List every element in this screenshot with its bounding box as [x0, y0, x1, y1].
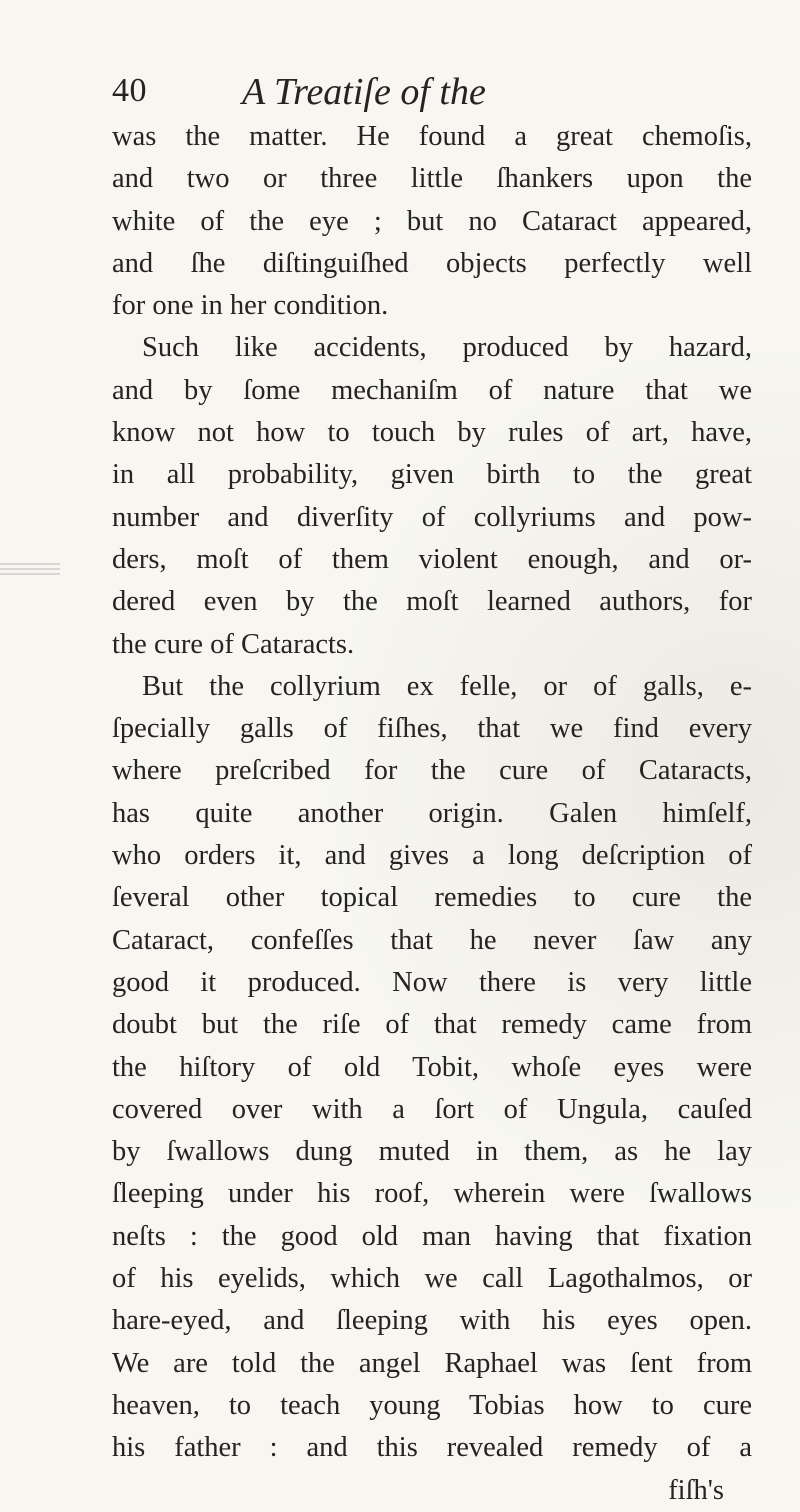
text-line: know not how to touch by rules of art, have, [112, 417, 752, 449]
running-title: A Treatiſe of the [242, 71, 486, 113]
text-line: the hiſtory of old Tobit, whoſe eyes were [112, 1051, 752, 1083]
text-line: in all probability, given birth to the great [112, 459, 752, 491]
text-line: the cure of Cataracts. [112, 628, 355, 660]
text-line: and two or three little ſhankers upon the [112, 163, 752, 195]
text-line: dered even by the moſt learned authors, for [112, 586, 752, 618]
text-line: and by ſome mechaniſm of nature that we [112, 374, 752, 406]
text-line: his father : and this revealed remedy of a [112, 1432, 752, 1464]
text-line: of his eyelids, which we call Lagothalmos, or [112, 1263, 752, 1295]
text-line: doubt but the riſe of that remedy came from [112, 1009, 752, 1041]
text-line: and ſhe diſtinguiſhed objects perfectly well [112, 247, 752, 279]
text-line: We are told the angel Raphael was ſent from [112, 1347, 752, 1379]
text-line: where preſcribed for the cure of Cataracts, [112, 755, 752, 787]
text-line: ders, moſt of them violent enough, and or- [112, 543, 752, 575]
text-line: covered over with a ſort of Ungula, cauſed [112, 1093, 752, 1125]
text-line: by ſwallows dung muted in them, as he lay [112, 1136, 752, 1168]
text-line: who orders it, and gives a long deſcription of [112, 840, 752, 872]
text-line: neſts : the good old man having that fixation [112, 1220, 752, 1252]
text-line: But the collyrium ex felle, or of galls, e- [142, 670, 752, 702]
text-line: for one in her condition. [112, 290, 389, 322]
text-line: number and diverſity of collyriums and pow- [112, 501, 752, 533]
text-line: white of the eye ; but no Cataract appeared, [112, 205, 752, 237]
text-line: was the matter. He found a great chemoſis, [112, 121, 752, 152]
catchword: fiſh's [668, 1474, 724, 1506]
page-number: 40 [112, 72, 147, 109]
text-line: ſleeping under his roof, wherein were ſwallows [112, 1178, 752, 1210]
body-text [112, 116, 752, 1512]
page-header [112, 70, 732, 114]
text-line: Cataract, confeſſes that he never ſaw any [112, 924, 752, 956]
text-line: ſeveral other topical remedies to cure the [112, 882, 752, 914]
text-line: hare-eyed, and ſleeping with his eyes open. [112, 1305, 752, 1337]
text-line: ſpecially galls of fiſhes, that we find every [112, 713, 752, 745]
text-line: good it produced. Now there is very little [112, 966, 752, 998]
text-line: Such like accidents, produced by hazard, [142, 332, 752, 364]
text-line: has quite another origin. Galen himſelf, [112, 797, 752, 829]
margin-stain [0, 560, 60, 600]
text-line: heaven, to teach young Tobias how to cure [112, 1389, 752, 1421]
